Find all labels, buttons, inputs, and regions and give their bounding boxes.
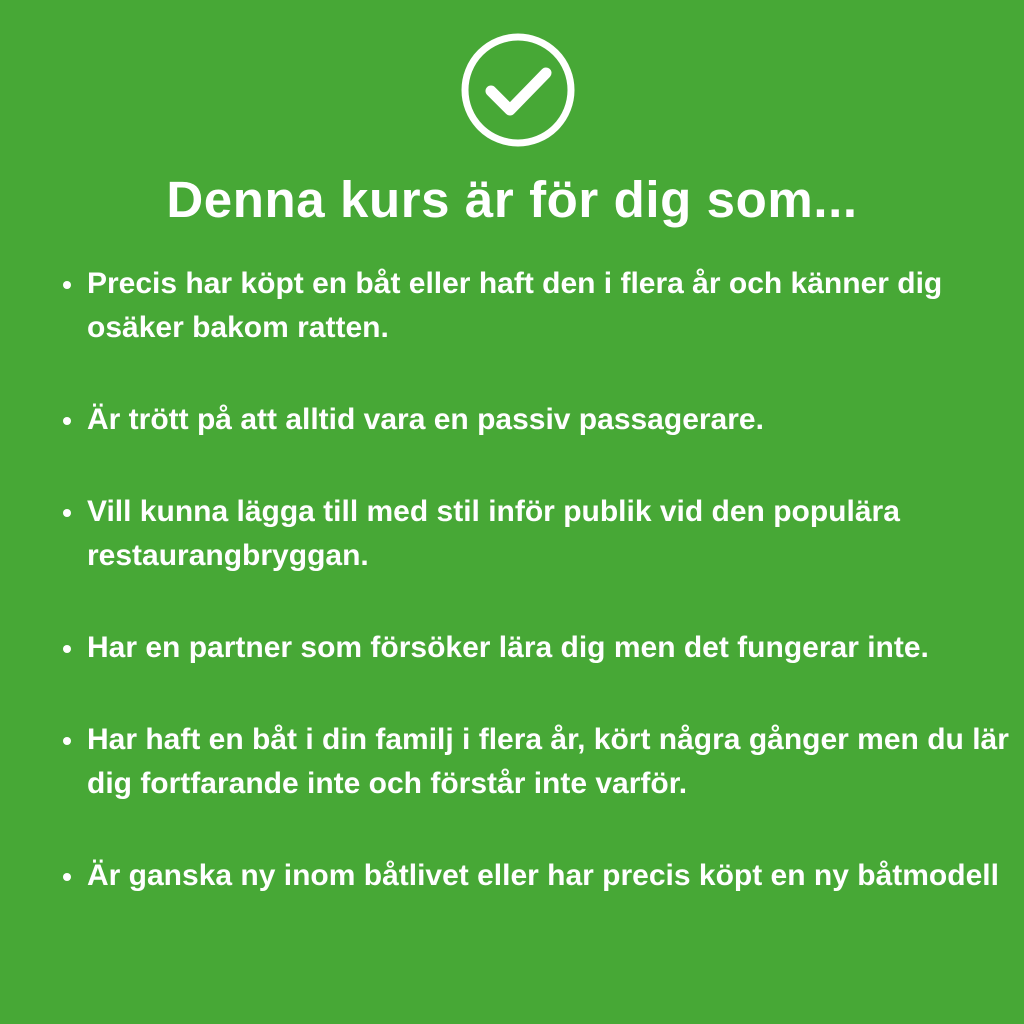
list-item-text: Har en partner som försöker lära dig men det fungerar inte. bbox=[87, 631, 929, 664]
bullet-dot-icon bbox=[63, 417, 71, 425]
list-item bbox=[59, 854, 1009, 898]
list-item-text: Är trött på att alltid vara en passiv passagerare. bbox=[87, 403, 764, 436]
bullet-dot-icon bbox=[63, 281, 71, 289]
list-item bbox=[59, 262, 1009, 350]
checkmark-circle-icon bbox=[461, 33, 575, 147]
page-title: Denna kurs är för dig som... bbox=[166, 171, 858, 228]
bullet-dot-icon bbox=[63, 509, 71, 517]
list-item bbox=[59, 490, 1009, 578]
audience-list bbox=[59, 262, 1009, 946]
bullet-dot-icon bbox=[63, 645, 71, 653]
list-item-text: Har haft en båt i din familj i flera år, kört några gånger men du lär dig fortfarande inte och förstår inte varför. bbox=[87, 723, 1009, 800]
list-item bbox=[59, 718, 1009, 806]
list-item bbox=[59, 398, 1009, 442]
list-item-text: Precis har köpt en båt eller haft den i flera år och känner dig osäker bakom ratten. bbox=[87, 267, 943, 344]
bullet-dot-icon bbox=[63, 873, 71, 881]
list-item-text: Vill kunna lägga till med stil inför publik vid den populära restaurangbryggan. bbox=[87, 495, 900, 572]
bullet-dot-icon bbox=[63, 737, 71, 745]
list-item bbox=[59, 626, 1009, 670]
list-item-text: Är ganska ny inom båtlivet eller har precis köpt en ny båtmodell bbox=[87, 859, 999, 892]
